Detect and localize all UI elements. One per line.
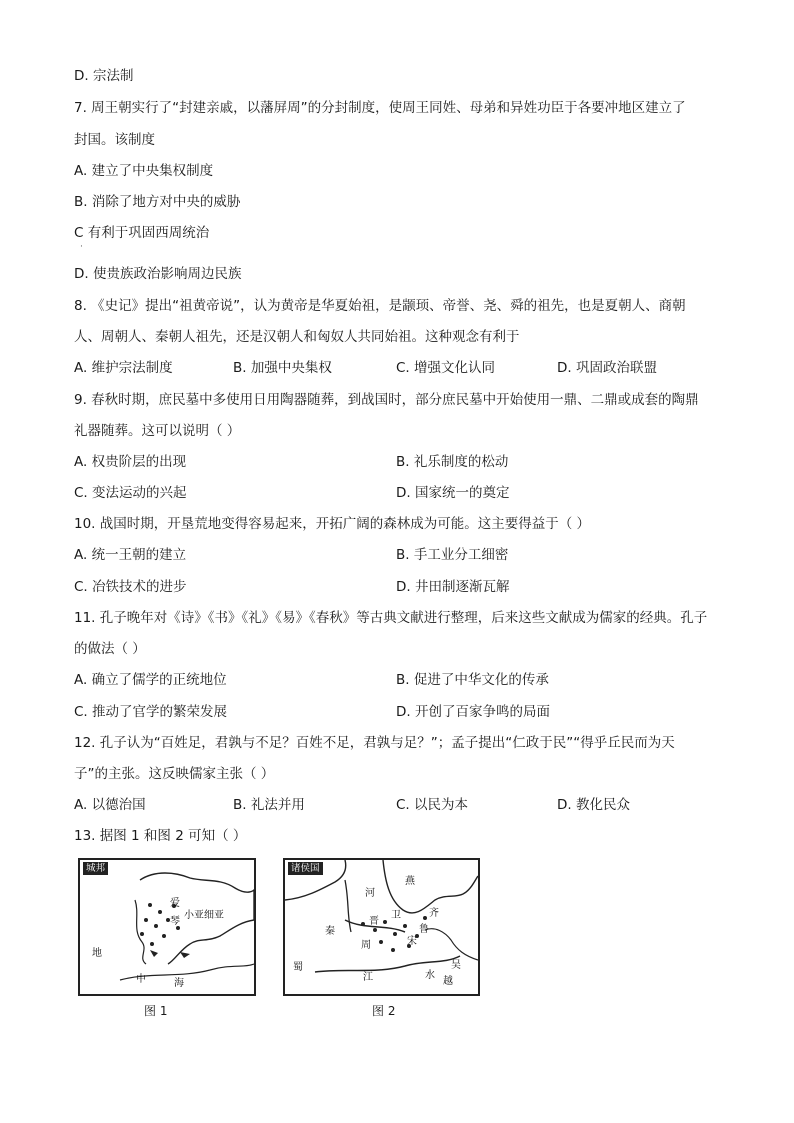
q9-option-c: C. 变法运动的兴起 [74, 485, 187, 501]
q11-option-b: B. 促进了中华文化的传承 [396, 672, 549, 688]
q10-option-b: B. 手工业分工细密 [396, 547, 509, 563]
figure1-city-state-map [78, 858, 256, 996]
figure2-label-yan: 燕 [405, 876, 415, 887]
figure1-map-drawing [80, 860, 254, 994]
q7-option-c: C 有利于巩固西周统治 [74, 225, 210, 241]
q9-option-a: A. 权贵阶层的出现 [74, 454, 187, 470]
q7-option-b: B. 消除了地方对中央的威胁 [74, 194, 241, 210]
q10-stem-line1: 10. 战国时期，开垦荒地变得容易起来，开拓广阔的森林成为可能。这主要得益于（ ） [74, 516, 591, 532]
figure1-caption: 图 1 [144, 1004, 168, 1018]
figure2-label-yue: 越 [443, 976, 453, 987]
figure2-label-wei: 卫 [391, 910, 401, 921]
q8-option-a: A. 维护宗法制度 [74, 360, 173, 376]
q8-option-c: C. 增强文化认同 [396, 360, 496, 376]
figure2-label-shui: 水 [425, 970, 435, 981]
figure2-label-qin: 秦 [325, 926, 335, 937]
figure1-label-qin: 琴 [170, 916, 180, 927]
q6-option-d: D. 宗法制 [74, 68, 134, 84]
figure1-title: 城邦 [83, 862, 108, 875]
q11-stem-line2: 的做法（ ） [74, 641, 146, 657]
figure1-label-di: 地 [92, 948, 102, 959]
q7-option-a: A. 建立了中央集权制度 [74, 163, 214, 179]
q11-option-c: C. 推动了官学的繁荣发展 [74, 704, 228, 720]
q12-stem-line2: 子”的主张。这反映儒家主张（ ） [74, 766, 275, 782]
figure2-label-shu: 蜀 [293, 962, 303, 973]
figure2-label-jiang: 江 [363, 972, 373, 983]
q8-stem-line2: 人、周朝人、秦朝人祖先，还是汉朝人和匈奴人共同始祖。这种观念有利于 [74, 329, 520, 345]
q8-option-b: B. 加强中央集权 [233, 360, 332, 376]
q12-option-c: C. 以民为本 [396, 797, 469, 813]
figure2-label-zhou: 周 [361, 940, 371, 951]
q12-option-d: D. 教化民众 [557, 797, 630, 813]
q12-option-a: A. 以德治国 [74, 797, 146, 813]
q12-stem-line1: 12. 孔子认为“百姓足，君孰与不足？百姓不足，君孰与足？”；孟子提出“仁政于民”“得乎丘民而为天 [74, 735, 675, 751]
figure2-vassal-states-map [283, 858, 480, 996]
q7-option-d: D. 使贵族政治影响周边民族 [74, 266, 242, 282]
q9-option-d: D. 国家统一的奠定 [396, 485, 510, 501]
figure2-label-lu: 鲁 [419, 924, 429, 935]
figure1-label-ai: 爱 [170, 898, 180, 909]
figure2-label-qi: 齐 [429, 908, 439, 919]
q10-option-c: C. 冶铁技术的进步 [74, 579, 187, 595]
scan-speck: · [80, 242, 83, 252]
q7-stem-line2: 封国。该制度 [74, 132, 155, 148]
figure1-label-hai: 海 [174, 978, 184, 989]
q13-stem-line1: 13. 据图 1 和图 2 可知（ ） [74, 828, 247, 844]
q11-option-d: D. 开创了百家争鸣的局面 [396, 704, 550, 720]
q8-stem-line1: 8. 《史记》提出“祖黄帝说”，认为黄帝是华夏始祖，是颛顼、帝誉、尧、舜的祖先，也是夏朝人、商朝 [74, 298, 686, 314]
q11-stem-line1: 11. 孔子晚年对《诗》《书》《礼》《易》《春秋》等古典文献进行整理，后来这些文献成为儒家的经典。孔子 [74, 610, 708, 626]
q10-option-a: A. 统一王朝的建立 [74, 547, 187, 563]
figure2-map-drawing [285, 860, 478, 994]
q9-stem-line2: 礼器随葬。这可以说明（ ） [74, 423, 241, 439]
figure2-label-jin: 晋 [369, 916, 379, 927]
q9-option-b: B. 礼乐制度的松动 [396, 454, 509, 470]
q8-option-d: D. 巩固政治联盟 [557, 360, 657, 376]
figure2-label-song: 宋 [407, 936, 417, 947]
q7-stem-line1: 7. 周王朝实行了“封建亲戚，以藩屏周”的分封制度，使周王同姓、母弟和异姓功臣于各要冲地区建立了 [74, 100, 686, 116]
q12-option-b: B. 礼法并用 [233, 797, 305, 813]
figure2-label-wu: 吴 [451, 960, 461, 971]
figure1-label-asia-minor: 小亚细亚 [184, 910, 224, 921]
figure2-title: 诸侯国 [288, 862, 323, 875]
q10-option-d: D. 井田制逐渐瓦解 [396, 579, 510, 595]
figure2-label-he: 河 [365, 888, 375, 899]
q9-stem-line1: 9. 春秋时期，庶民墓中多使用日用陶器随葬，到战国时，部分庶民墓中开始使用一鼎、二鼎或成套的陶鼎 [74, 392, 699, 408]
figure2-caption: 图 2 [372, 1004, 396, 1018]
q11-option-a: A. 确立了儒学的正统地位 [74, 672, 227, 688]
figure1-label-zhong: 中 [136, 974, 146, 985]
